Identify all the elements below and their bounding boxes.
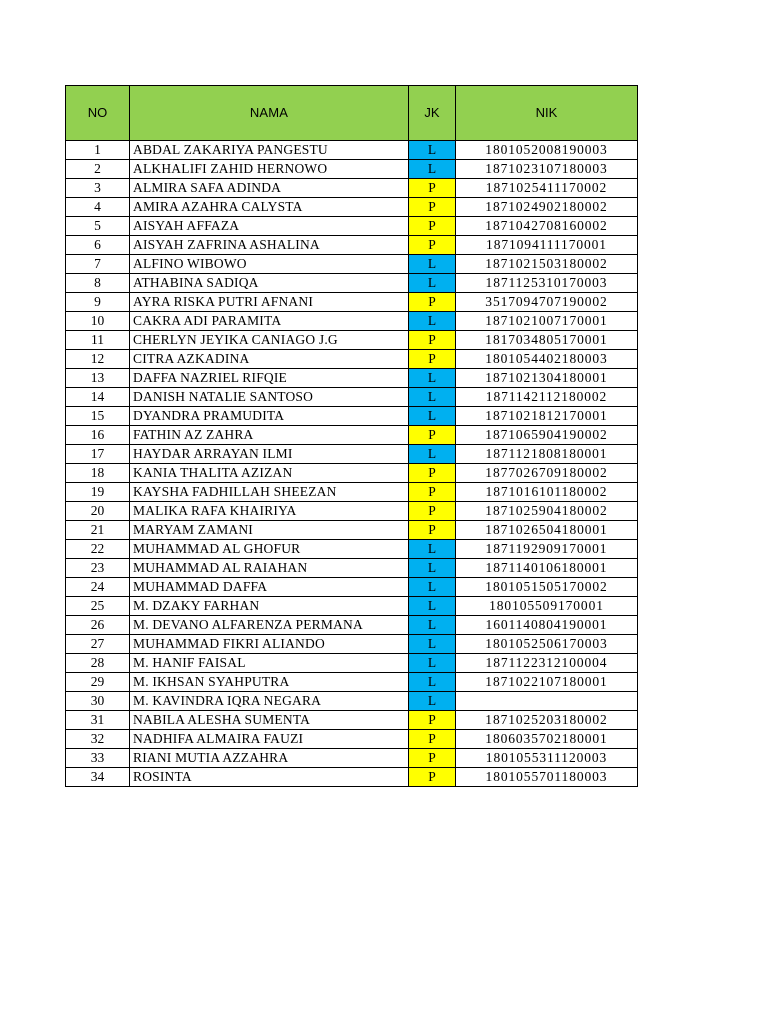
cell-jk[interactable]: P xyxy=(409,350,456,369)
cell-nik[interactable]: 1877026709180002 xyxy=(456,464,638,483)
cell-nik[interactable]: 1871140106180001 xyxy=(456,559,638,578)
cell-nama[interactable]: DYANDRA PRAMUDITA xyxy=(130,407,409,426)
cell-nama[interactable]: MARYAM ZAMANI xyxy=(130,521,409,540)
table-row xyxy=(66,407,638,426)
cell-nik[interactable]: 1801051505170002 xyxy=(456,578,638,597)
table-row xyxy=(66,160,638,179)
cell-no[interactable]: 9 xyxy=(66,293,130,312)
cell-nik[interactable] xyxy=(456,692,638,711)
cell-no[interactable]: 24 xyxy=(66,578,130,597)
table-row xyxy=(66,654,638,673)
cell-jk[interactable]: L xyxy=(409,312,456,331)
header-cell-nama[interactable]: NAMA xyxy=(130,86,409,141)
cell-no[interactable]: 19 xyxy=(66,483,130,502)
cell-no[interactable]: 33 xyxy=(66,749,130,768)
cell-nik[interactable]: 1871016101180002 xyxy=(456,483,638,502)
cell-no[interactable]: 11 xyxy=(66,331,130,350)
table-row xyxy=(66,540,638,559)
table-row xyxy=(66,711,638,730)
cell-jk[interactable]: L xyxy=(409,141,456,160)
table-row xyxy=(66,730,638,749)
cell-nama[interactable]: NABILA ALESHA SUMENTA xyxy=(130,711,409,730)
cell-nik[interactable]: 1871065904190002 xyxy=(456,426,638,445)
cell-nik[interactable]: 1871025411170002 xyxy=(456,179,638,198)
table-row xyxy=(66,198,638,217)
cell-jk[interactable]: L xyxy=(409,255,456,274)
table-row xyxy=(66,597,638,616)
cell-no[interactable]: 14 xyxy=(66,388,130,407)
cell-no[interactable]: 5 xyxy=(66,217,130,236)
header-cell-no[interactable]: NO xyxy=(66,86,130,141)
cell-jk[interactable]: L xyxy=(409,692,456,711)
cell-jk[interactable]: P xyxy=(409,464,456,483)
cell-nik[interactable]: 3517094707190002 xyxy=(456,293,638,312)
cell-nik[interactable]: 1871021304180001 xyxy=(456,369,638,388)
cell-jk[interactable]: P xyxy=(409,179,456,198)
cell-jk[interactable]: L xyxy=(409,369,456,388)
cell-nik[interactable]: 1871192909170001 xyxy=(456,540,638,559)
cell-nik[interactable]: 1871021007170001 xyxy=(456,312,638,331)
cell-nama[interactable]: MALIKA RAFA KHAIRIYA xyxy=(130,502,409,521)
table-row xyxy=(66,350,638,369)
cell-no[interactable]: 32 xyxy=(66,730,130,749)
cell-jk[interactable]: L xyxy=(409,407,456,426)
cell-nama[interactable]: ROSINTA xyxy=(130,768,409,787)
cell-nama[interactable]: CAKRA ADI PARAMITA xyxy=(130,312,409,331)
cell-nama[interactable]: MUHAMMAD AL GHOFUR xyxy=(130,540,409,559)
table-row xyxy=(66,483,638,502)
cell-nik[interactable]: 1817034805170001 xyxy=(456,331,638,350)
cell-nama[interactable]: ATHABINA SADIQA xyxy=(130,274,409,293)
cell-nik[interactable]: 1601140804190001 xyxy=(456,616,638,635)
cell-jk[interactable]: P xyxy=(409,730,456,749)
cell-nama[interactable]: FATHIN AZ ZAHRA xyxy=(130,426,409,445)
cell-jk[interactable]: P xyxy=(409,521,456,540)
cell-no[interactable]: 12 xyxy=(66,350,130,369)
table-row xyxy=(66,502,638,521)
cell-nik[interactable]: 1871021812170001 xyxy=(456,407,638,426)
cell-nik[interactable]: 1871023107180003 xyxy=(456,160,638,179)
cell-jk[interactable]: L xyxy=(409,654,456,673)
cell-nik[interactable]: 1871025203180002 xyxy=(456,711,638,730)
cell-nik[interactable]: 1871121808180001 xyxy=(456,445,638,464)
cell-no[interactable]: 7 xyxy=(66,255,130,274)
cell-nama[interactable]: ALFINO WIBOWO xyxy=(130,255,409,274)
cell-nik[interactable]: 1871021503180002 xyxy=(456,255,638,274)
cell-nik[interactable]: 1801052506170003 xyxy=(456,635,638,654)
table-row xyxy=(66,692,638,711)
table-row xyxy=(66,236,638,255)
cell-nama[interactable]: DANISH NATALIE SANTOSO xyxy=(130,388,409,407)
cell-nik[interactable]: 1801055311120003 xyxy=(456,749,638,768)
cell-no[interactable]: 27 xyxy=(66,635,130,654)
cell-nama[interactable]: CHERLYN JEYIKA CANIAGO J.G xyxy=(130,331,409,350)
table-row xyxy=(66,635,638,654)
cell-jk[interactable]: P xyxy=(409,217,456,236)
cell-nik[interactable]: 1871142112180002 xyxy=(456,388,638,407)
cell-no[interactable]: 23 xyxy=(66,559,130,578)
cell-nik[interactable]: 1871094111170001 xyxy=(456,236,638,255)
cell-jk[interactable]: L xyxy=(409,673,456,692)
cell-no[interactable]: 2 xyxy=(66,160,130,179)
cell-no[interactable]: 34 xyxy=(66,768,130,787)
cell-no[interactable]: 22 xyxy=(66,540,130,559)
header-cell-nik[interactable]: NIK xyxy=(456,86,638,141)
cell-nama[interactable]: M. DZAKY FARHAN xyxy=(130,597,409,616)
table-header xyxy=(66,86,638,141)
table-body xyxy=(66,141,638,787)
cell-nama[interactable]: HAYDAR ARRAYAN ILMI xyxy=(130,445,409,464)
cell-jk[interactable]: P xyxy=(409,502,456,521)
cell-nama[interactable]: DAFFA NAZRIEL RIFQIE xyxy=(130,369,409,388)
cell-nama[interactable]: M. HANIF FAISAL xyxy=(130,654,409,673)
cell-nama[interactable]: ABDAL ZAKARIYA PANGESTU xyxy=(130,141,409,160)
table-row xyxy=(66,768,638,787)
cell-jk[interactable]: P xyxy=(409,331,456,350)
cell-nik[interactable]: 1801054402180003 xyxy=(456,350,638,369)
table-row xyxy=(66,274,638,293)
header-cell-jk[interactable]: JK xyxy=(409,86,456,141)
cell-jk[interactable]: L xyxy=(409,540,456,559)
cell-no[interactable]: 20 xyxy=(66,502,130,521)
table-row xyxy=(66,559,638,578)
cell-jk[interactable]: P xyxy=(409,236,456,255)
cell-jk[interactable]: L xyxy=(409,578,456,597)
table-row xyxy=(66,426,638,445)
cell-jk[interactable]: P xyxy=(409,198,456,217)
table-row xyxy=(66,616,638,635)
cell-jk[interactable]: L xyxy=(409,274,456,293)
cell-no[interactable]: 29 xyxy=(66,673,130,692)
table-row xyxy=(66,749,638,768)
table-row xyxy=(66,255,638,274)
table-row xyxy=(66,312,638,331)
cell-nik[interactable]: 1871042708160002 xyxy=(456,217,638,236)
table-row xyxy=(66,179,638,198)
table-row xyxy=(66,578,638,597)
cell-nik[interactable]: 1871026504180001 xyxy=(456,521,638,540)
cell-no[interactable]: 15 xyxy=(66,407,130,426)
student-table xyxy=(65,85,638,787)
cell-no[interactable]: 10 xyxy=(66,312,130,331)
cell-nama[interactable]: KAYSHA FADHILLAH SHEEZAN xyxy=(130,483,409,502)
cell-nama[interactable]: ALMIRA SAFA ADINDA xyxy=(130,179,409,198)
cell-no[interactable]: 6 xyxy=(66,236,130,255)
cell-no[interactable]: 3 xyxy=(66,179,130,198)
cell-jk[interactable]: L xyxy=(409,635,456,654)
cell-jk[interactable]: P xyxy=(409,293,456,312)
cell-jk[interactable]: L xyxy=(409,388,456,407)
table-row xyxy=(66,388,638,407)
cell-nama[interactable]: MUHAMMAD AL RAIAHAN xyxy=(130,559,409,578)
table-row xyxy=(66,331,638,350)
cell-no[interactable]: 4 xyxy=(66,198,130,217)
cell-nama[interactable]: RIANI MUTIA AZZAHRA xyxy=(130,749,409,768)
cell-nama[interactable]: KANIA THALITA AZIZAN xyxy=(130,464,409,483)
header-row xyxy=(66,86,638,141)
table-row xyxy=(66,369,638,388)
cell-nik[interactable]: 1871022107180001 xyxy=(456,673,638,692)
cell-no[interactable]: 30 xyxy=(66,692,130,711)
cell-no[interactable]: 17 xyxy=(66,445,130,464)
cell-nama[interactable]: CITRA AZKADINA xyxy=(130,350,409,369)
cell-jk[interactable]: L xyxy=(409,597,456,616)
cell-nama[interactable]: NADHIFA ALMAIRA FAUZI xyxy=(130,730,409,749)
cell-nama[interactable]: AISYAH ZAFRINA ASHALINA xyxy=(130,236,409,255)
cell-no[interactable]: 8 xyxy=(66,274,130,293)
cell-jk[interactable]: P xyxy=(409,426,456,445)
cell-nik[interactable]: 1871025904180002 xyxy=(456,502,638,521)
cell-nama[interactable]: M. DEVANO ALFARENZA PERMANA xyxy=(130,616,409,635)
table-row xyxy=(66,293,638,312)
cell-no[interactable]: 31 xyxy=(66,711,130,730)
cell-jk[interactable]: P xyxy=(409,483,456,502)
table-row xyxy=(66,141,638,160)
cell-jk[interactable]: L xyxy=(409,616,456,635)
table-row xyxy=(66,445,638,464)
cell-nama[interactable]: M. KAVINDRA IQRA NEGARA xyxy=(130,692,409,711)
cell-nama[interactable]: AMIRA AZAHRA CALYSTA xyxy=(130,198,409,217)
cell-nik[interactable]: 1801055701180003 xyxy=(456,768,638,787)
table-row xyxy=(66,217,638,236)
table-row xyxy=(66,521,638,540)
cell-no[interactable]: 1 xyxy=(66,141,130,160)
cell-nama[interactable]: ALKHALIFI ZAHID HERNOWO xyxy=(130,160,409,179)
cell-jk[interactable]: P xyxy=(409,711,456,730)
cell-no[interactable]: 26 xyxy=(66,616,130,635)
cell-jk[interactable]: P xyxy=(409,749,456,768)
cell-jk[interactable]: L xyxy=(409,559,456,578)
cell-nama[interactable]: AISYAH AFFAZA xyxy=(130,217,409,236)
cell-no[interactable]: 21 xyxy=(66,521,130,540)
cell-nik[interactable]: 1806035702180001 xyxy=(456,730,638,749)
table-row xyxy=(66,673,638,692)
cell-nik[interactable]: 1871125310170003 xyxy=(456,274,638,293)
cell-nik[interactable]: 1871024902180002 xyxy=(456,198,638,217)
cell-no[interactable]: 28 xyxy=(66,654,130,673)
cell-no[interactable]: 13 xyxy=(66,369,130,388)
cell-jk[interactable]: P xyxy=(409,768,456,787)
cell-jk[interactable]: L xyxy=(409,160,456,179)
cell-no[interactable]: 18 xyxy=(66,464,130,483)
table-row xyxy=(66,464,638,483)
cell-nik[interactable]: 180105509170001 xyxy=(456,597,638,616)
cell-no[interactable]: 25 xyxy=(66,597,130,616)
cell-nama[interactable]: MUHAMMAD FIKRI ALIANDO xyxy=(130,635,409,654)
cell-no[interactable]: 16 xyxy=(66,426,130,445)
cell-nama[interactable]: M. IKHSAN SYAHPUTRA xyxy=(130,673,409,692)
cell-nik[interactable]: 1871122312100004 xyxy=(456,654,638,673)
cell-jk[interactable]: L xyxy=(409,445,456,464)
cell-nama[interactable]: MUHAMMAD DAFFA xyxy=(130,578,409,597)
cell-nama[interactable]: AYRA RISKA PUTRI AFNANI xyxy=(130,293,409,312)
cell-nik[interactable]: 1801052008190003 xyxy=(456,141,638,160)
